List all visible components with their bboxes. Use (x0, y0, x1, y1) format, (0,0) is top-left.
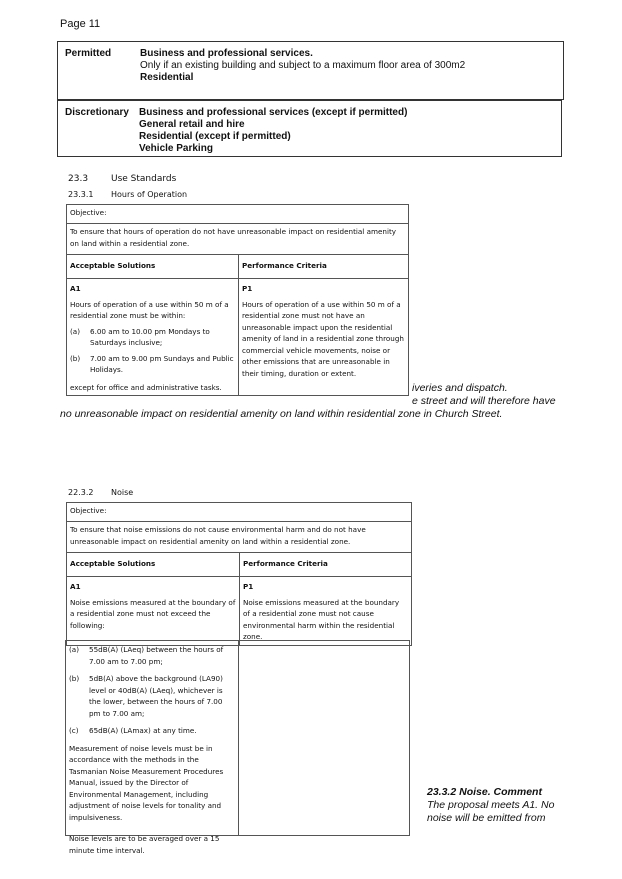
comment1-fragment2: e street and will therefore have (412, 395, 556, 407)
noise-b-text: 5dB(A) above the background (LA90) level or 40dB(A) (LAeq), whichever is the lower, between the hours of 7.00 pm to 7.00 am; (89, 674, 223, 718)
noise-p1-cell (240, 577, 412, 646)
hours-table (66, 204, 409, 396)
hours-objective-label: Objective: (67, 205, 409, 224)
noise-p1-text: Noise emissions measured at the boundary of a residential zone must not cause environmental harm within the residential zone. (243, 597, 400, 641)
noise-col-performance: Performance Criteria (240, 553, 412, 577)
hours-a1-a-key: (a) (70, 326, 81, 336)
hours-number: 23.3.1 (68, 190, 94, 199)
noise-b-key: (b) (69, 674, 80, 683)
noise-continuation-box (65, 640, 410, 855)
hours-a1-cell (67, 279, 239, 396)
hours-p1: P1 (242, 284, 253, 293)
hours-title: Hours of Operation (111, 190, 188, 199)
noise-objective-text: To ensure that noise emissions do not cause environmental harm and do not have unreasonable impact on residential amenity on land within a residential zone. (67, 522, 412, 553)
permitted-label: Permitted (65, 48, 112, 59)
discretionary-line2: General retail and hire (139, 119, 245, 130)
discretionary-line1: Business and professional services (except if permitted) (139, 107, 408, 118)
hours-a1-except: except for office and administrative tasks. (70, 382, 222, 392)
noise-item-b (69, 673, 235, 719)
discretionary-line3: Residential (except if permitted) (139, 131, 291, 142)
hours-a1-item-b (70, 353, 235, 376)
hours-p1-cell (239, 279, 409, 396)
noise-item-a (69, 644, 235, 667)
hours-objective-text: To ensure that hours of operation do not have unreasonable impact on residential amenity on land within a residential zone. (67, 224, 409, 255)
noise-c-key: (c) (69, 726, 79, 735)
noise-number: 22.3.2 (68, 488, 94, 497)
page-number: Page 11 (60, 18, 101, 30)
noise-col-acceptable: Acceptable Solutions (67, 553, 240, 577)
discretionary-line4: Vehicle Parking (139, 143, 213, 154)
noise-list (69, 644, 235, 856)
hours-col-acceptable: Acceptable Solutions (67, 255, 239, 279)
hours-a1-item-a (70, 326, 235, 349)
hours-a1: A1 (70, 284, 81, 293)
noise-c-text: 65dB(A) (LAmax) at any time. (89, 726, 197, 735)
hours-a1-b-text: 7.00 am to 9.00 pm Sundays and Public Holidays. (90, 353, 234, 374)
use-standards-number: 23.3 (68, 174, 89, 184)
permitted-box (57, 41, 564, 100)
hours-a1-b-key: (b) (70, 353, 81, 363)
permitted-line3: Residential (140, 72, 194, 83)
noise-objective-label: Objective: (67, 503, 412, 522)
noise-a-key: (a) (69, 645, 80, 654)
use-standards-title: Use Standards (111, 174, 177, 184)
noise-a-text: 55dB(A) (LAeq) between the hours of 7.00 am to 7.00 pm; (89, 645, 224, 666)
noise-table (66, 502, 412, 646)
hours-a1-intro: Hours of operation of a use within 50 m of a residential zone must be within: (70, 299, 229, 320)
discretionary-box (57, 100, 562, 157)
noise-averaged: Noise levels are to be averaged over a 15 minute time interval. (69, 834, 220, 855)
comment1-fragment1: iveries and dispatch. (412, 382, 508, 394)
noise-a1-intro: Noise emissions measured at the boundary of a residential zone must not exceed the following: (70, 597, 236, 630)
comment2-line2: noise will be emitted from (427, 812, 546, 824)
comment2-title: 23.3.2 Noise. Comment (427, 786, 542, 798)
noise-a1-cell (67, 577, 240, 646)
noise-continuation-divider (238, 641, 239, 835)
noise-a1: A1 (70, 582, 81, 591)
discretionary-label: Discretionary (65, 107, 129, 118)
hours-a1-a-text: 6.00 am to 10.00 pm Mondays to Saturdays inclusive; (90, 326, 210, 347)
permitted-line2: Only if an existing building and subject to a maximum floor area of 300m2 (140, 60, 466, 71)
noise-title: Noise (111, 488, 134, 497)
permitted-line1: Business and professional services. (140, 48, 313, 59)
comment1-line3: no unreasonable impact on residential amenity on land within residential zone in Church Street. (60, 408, 503, 420)
hours-col-performance: Performance Criteria (239, 255, 409, 279)
noise-p1: P1 (243, 582, 254, 591)
comment2-line1: The proposal meets A1. No (427, 799, 555, 811)
noise-measurement: Measurement of noise levels must be in accordance with the methods in the Tasmanian Noise Measurement Procedures Manual, issued by the Director of Environmental Management, including adjustment of noise levels for tonality and impulsiveness. (69, 743, 224, 822)
noise-item-c (69, 725, 235, 737)
hours-p1-text: Hours of operation of a use within 50 m of a residential zone must not have an unreasonable impact upon the residential amenity of land in a residential zone through commercial vehicle movements, noise or other emissions that are unreasonable in their timing, duration or extent. (242, 299, 404, 378)
